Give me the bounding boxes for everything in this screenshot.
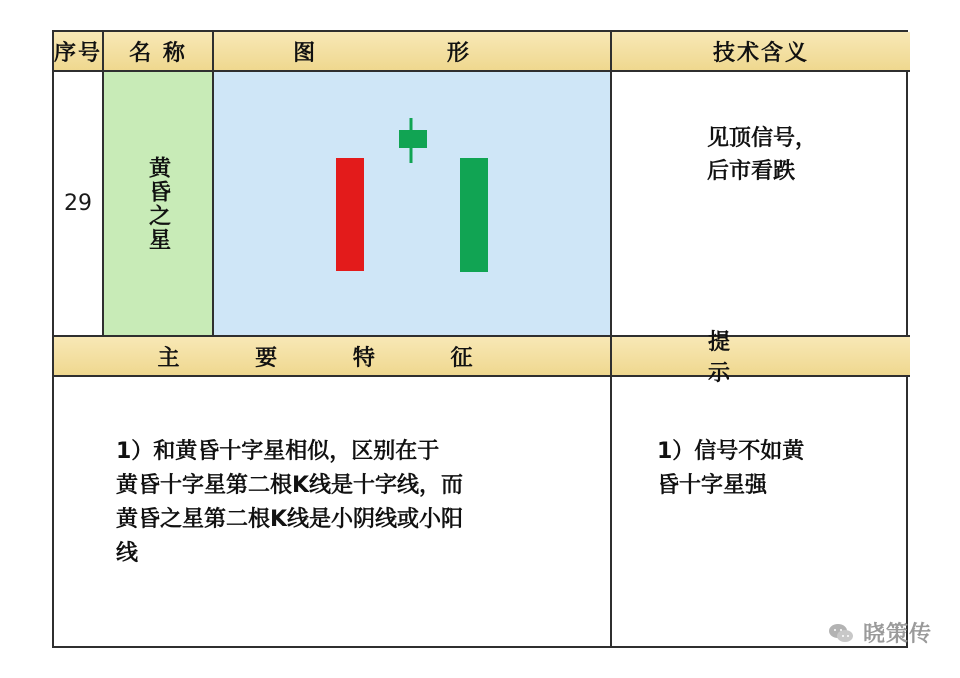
header-features-text: 主 要 特 征 <box>157 345 507 371</box>
small-green-candle <box>399 130 427 148</box>
hint-line-2: 昏十字星强 <box>657 473 768 498</box>
header-figure <box>214 32 612 72</box>
pattern-name: 黄昏之星 <box>145 155 171 252</box>
feature-line-2: 黄昏十字星第二根K线是十字线，而 <box>116 473 464 498</box>
watermark-text: 晓策传 <box>862 622 932 647</box>
header-index-text: 序号 <box>54 40 103 66</box>
header-hint-text: 提 示 <box>707 330 814 386</box>
evening-star-figure <box>214 72 610 335</box>
header-meaning-text: 技术含义 <box>712 40 809 66</box>
meaning-line-1: 见顶信号， <box>707 126 818 151</box>
pattern-figure-cell <box>214 72 612 337</box>
feature-line-1: 1）和黄昏十字星相似，区别在于 <box>116 439 440 464</box>
header-meaning <box>612 32 910 72</box>
main-features-cell <box>54 377 612 648</box>
pattern-table <box>52 30 908 648</box>
pattern-name-cell <box>104 72 214 337</box>
hint-line-1: 1）信号不如黄 <box>657 439 805 464</box>
feature-line-4: 线 <box>116 541 139 566</box>
meaning-line-2: 后市看跌 <box>707 159 796 184</box>
technical-meaning-cell <box>612 72 910 337</box>
feature-line-3: 黄昏之星第二根K线是小阴线或小阳 <box>116 507 464 532</box>
header-features <box>54 337 612 377</box>
header-index <box>54 32 104 72</box>
header-name-text: 名 称 <box>129 40 187 66</box>
pattern-number-cell <box>54 72 104 337</box>
wechat-icon <box>827 622 855 644</box>
header-name <box>104 32 214 72</box>
watermark <box>827 617 932 648</box>
pattern-number: 29 <box>64 191 92 216</box>
header-hint <box>612 330 910 386</box>
hint-cell <box>612 377 910 648</box>
red-candle <box>336 158 364 271</box>
header-figure-text: 图 形 <box>293 40 531 66</box>
green-candle <box>460 158 488 272</box>
